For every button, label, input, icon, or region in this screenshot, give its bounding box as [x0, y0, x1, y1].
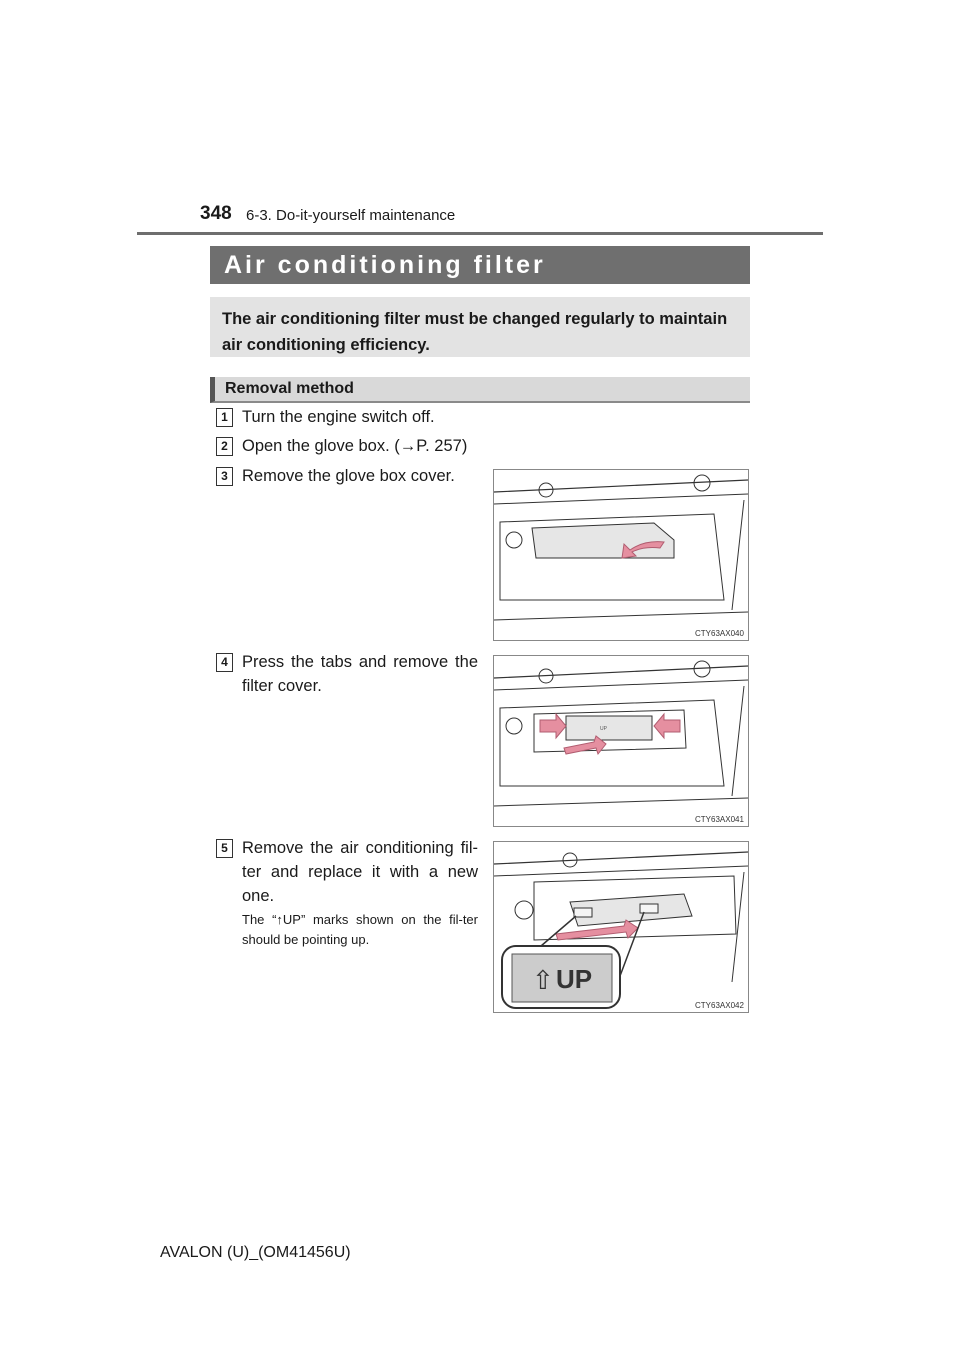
figure-1-code: CTY63AX040: [695, 629, 744, 638]
intro-box: The air conditioning filter must be changed regularly to maintain air conditioning efficiency.: [210, 297, 750, 357]
step-3-text: Remove the glove box cover.: [242, 467, 455, 485]
page-number: 348: [200, 203, 232, 224]
header-rule: [137, 232, 823, 235]
section-title: 6-3. Do-it-yourself maintenance: [246, 207, 456, 224]
step-3-number: 3: [216, 467, 233, 486]
step-5-number: 5: [216, 839, 233, 858]
filter-replace-illustration: [494, 842, 748, 1012]
figure-2-code: CTY63AX041: [695, 815, 744, 824]
filter-cover-illustration: [494, 656, 748, 826]
step-1-number: 1: [216, 408, 233, 427]
step-1-text: Turn the engine switch off.: [242, 408, 435, 426]
glove-box-cover-illustration: [494, 470, 748, 640]
step-5-note: The “↑UP” marks shown on the fil-ter should be pointing up.: [242, 912, 478, 947]
figure-3-code: CTY63AX042: [695, 1001, 744, 1010]
step-4-number: 4: [216, 653, 233, 672]
step-5-text: Remove the air conditioning fil-ter and replace it with a new one.: [242, 839, 478, 905]
page-title: Air conditioning filter: [210, 246, 750, 284]
figure-glove-box-cover: [493, 469, 749, 641]
up-arrow-icon: ⇧: [532, 965, 554, 995]
step-2-number: 2: [216, 437, 233, 456]
footer: AVALON (U)_(OM41456U): [160, 1244, 351, 1261]
figure-filter-replace: [493, 841, 749, 1013]
step-2-text: Open the glove box. (→P. 257): [242, 437, 468, 455]
subheading: Removal method: [210, 377, 750, 403]
step-4-text: Press the tabs and remove the filter cover.: [242, 653, 478, 695]
figure-filter-cover: [493, 655, 749, 827]
filter-up-mark: UP: [600, 726, 607, 732]
zoom-up-mark: UP: [556, 964, 593, 994]
